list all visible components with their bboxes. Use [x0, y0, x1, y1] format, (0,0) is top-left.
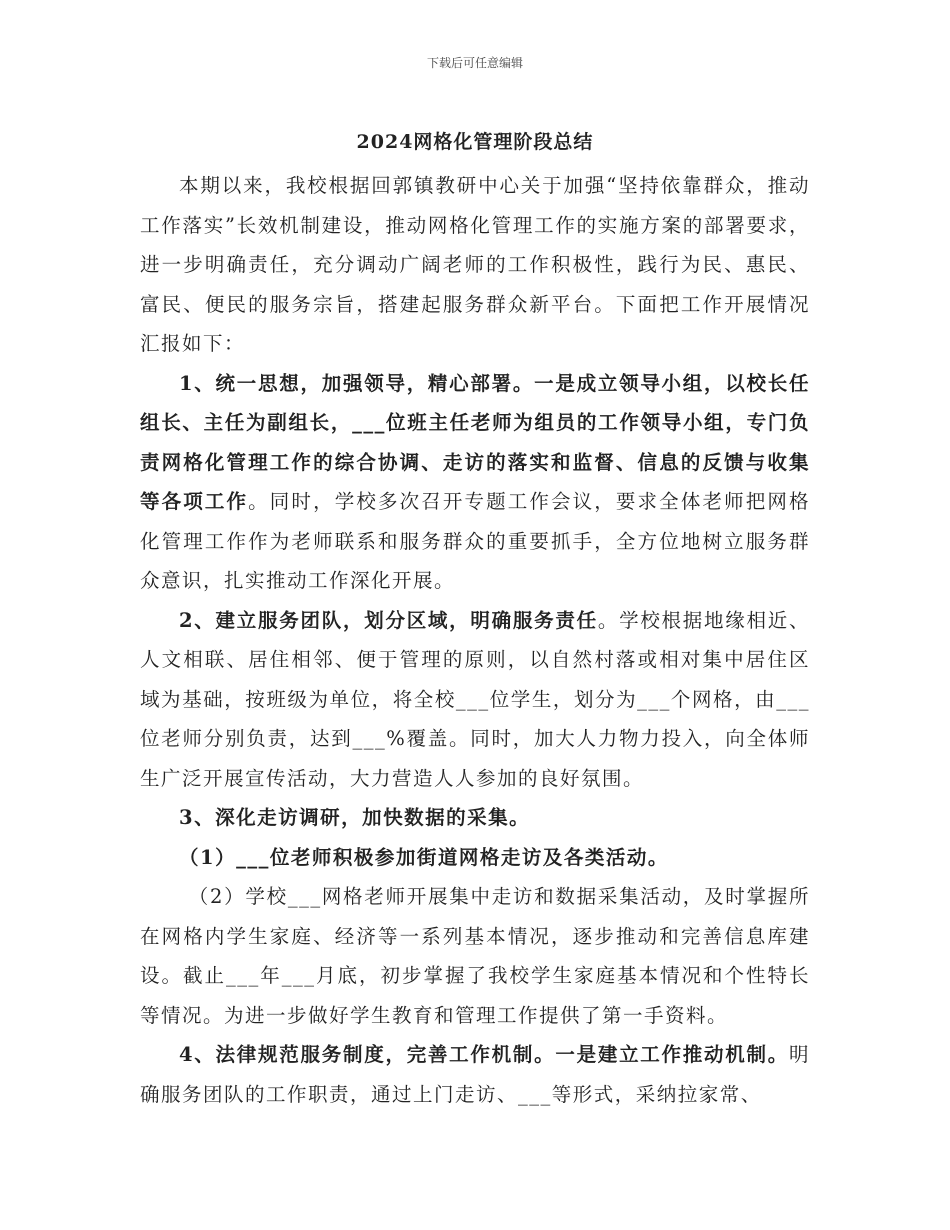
section-1-text: 。同时，学校多次召开专题工作会议，要求全体老师把网格化管理工作作为老师联系和服务群众的重要抓手，全方位地树立服务群众意识，扎实推动工作深化开展。	[140, 490, 810, 592]
section-4-text: 明确服务团队的工作职责，通过上门走访、___等形式，采纳拉家常、	[140, 1043, 810, 1106]
page-header: 下载后可任意编辑	[426, 56, 523, 70]
document-title: 2024网格化管理阶段总结	[356, 131, 594, 153]
paragraph-section-1	[140, 364, 810, 601]
section-3-item-2: （2）学校___网格老师开展集中走访和数据采集活动，及时掌握所在网格内学生家庭、经济等一系列基本情况，逐步推动和完善信息库建设。截止___年___月底，初步掌握了我校学生家庭基本情况和个性特长等情况。为进一步做好学生教育和管理工作提供了第一手资料。	[140, 885, 810, 1027]
paragraph-intro: 本期以来，我校根据回郭镇教研中心关于加强“坚持依靠群众，推动工作落实”长效机制建设，推动网格化管理工作的实施方案的部署要求，进一步明确责任，充分调动广阔老师的工作积极性，践行为民、惠民、富民、便民的服务宗旨，搭建起服务群众新平台。下面把工作开展情况汇报如下：	[140, 174, 810, 355]
document-body	[140, 166, 810, 1114]
section-4-heading: 4、法律规范服务制度，完善工作机制。一是建立工作推动机制。	[179, 1043, 789, 1066]
section-2-text: 。学校根据地缘相近、人文相联、居住相邻、便于管理的原则，以自然村落或相对集中居住区域为基础，按班级为单位，将全校___位学生，划分为___个网格，由___位老师分别负责，达到___%覆盖。同时，加大人力物力投入，向全体师生广泛开展宣传活动，大力营造人人参加的良好氛围。	[140, 608, 810, 790]
paragraph-section-2	[140, 601, 810, 799]
section-3-item-1: （1）___位老师积极参加街道网格走访及各类活动。	[179, 845, 669, 869]
section-1-heading: 1、统一思想，加强领导，精心部署。一是成立领导小组，以校长任组长、主任为副组长，___位班主任老师为组员的工作领导小组，专门负责网格化管理工作的综合协调、走访的落实和监督、信息的反馈与收集等各项工作	[140, 371, 810, 513]
paragraph-section-4	[140, 1035, 810, 1114]
section-2-heading: 2、建立服务团队，划分区域，明确服务责任	[179, 608, 598, 632]
section-3-heading: 3、深化走访调研，加快数据的采集。	[179, 806, 531, 829]
